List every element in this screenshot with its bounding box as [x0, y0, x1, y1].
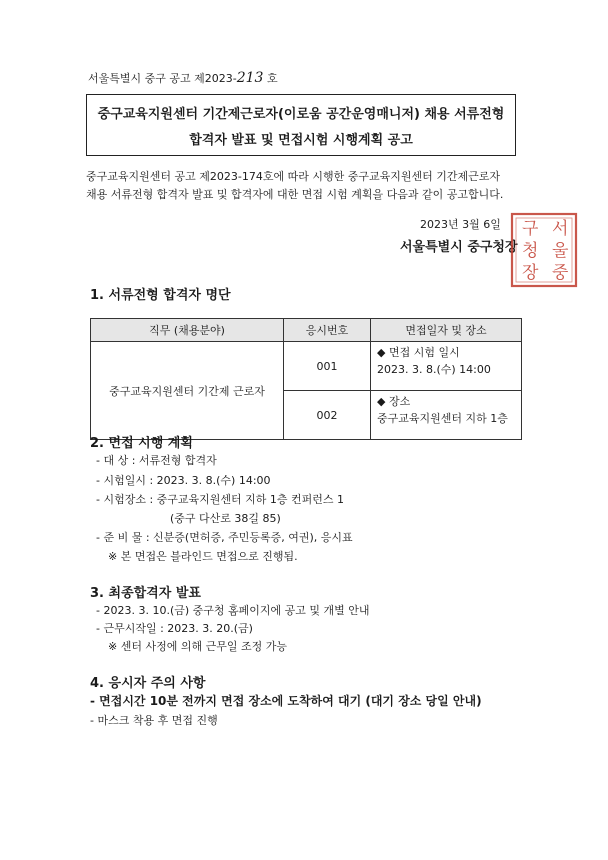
- interview-place: - 시험장소 : 중구교육지원센터 지하 1층 컨퍼런스 1: [96, 493, 345, 506]
- section-3-heading: 3. 최종합격자 발표: [90, 586, 201, 601]
- title-line-2: 합격자 발표 및 면접시험 시행계획 공고: [189, 133, 413, 148]
- schedule-title: ◆ 면접 시험 일시: [377, 346, 460, 359]
- caution-mask: - 마스크 착용 후 면접 진행: [90, 714, 218, 727]
- notice-number: [88, 70, 278, 86]
- schedule-cell: [371, 342, 522, 391]
- interview-note: ※ 본 면접은 블라인드 면접으로 진행됨.: [108, 550, 298, 563]
- caution-arrival: - 면접시간 10분 전까지 면접 장소에 도착하여 대기 (대기 장소 당일 안내): [90, 694, 482, 708]
- issuing-organization: 서울특별시 중구청장: [400, 240, 518, 255]
- final-announcement: - 2023. 3. 10.(금) 중구청 홈페이지에 공고 및 개별 안내: [96, 604, 370, 617]
- schedule-value: 2023. 3. 8.(수) 14:00: [377, 363, 491, 376]
- interview-address: (중구 다산로 38길 85): [170, 512, 281, 525]
- job-cell: 중구교육지원센터 기간제 근로자: [91, 342, 284, 440]
- seal-character: 중: [552, 263, 569, 283]
- place-cell: [371, 391, 522, 440]
- interview-items: - 준 비 물 : 신분증(면허증, 주민등록증, 여권), 응시표: [96, 531, 353, 544]
- notice-number-prefix: 서울특별시 중구 공고 제2023-: [88, 72, 237, 85]
- table-header-row: [91, 319, 522, 342]
- seal-character: 구: [522, 219, 539, 239]
- work-start-date: - 근무시작일 : 2023. 3. 20.(금): [96, 622, 253, 635]
- seal-character: 서: [552, 219, 569, 239]
- notice-number-handwritten: 213: [236, 70, 264, 86]
- work-start-note: ※ 센터 사정에 의해 근무일 조정 가능: [108, 640, 287, 653]
- section-2-heading: 2. 면접 시행 계획: [90, 436, 193, 451]
- seal-character: 울: [552, 241, 569, 261]
- title-line-1: 중구교육지원센터 기간제근로자(이로움 공간운영매니저) 채용 서류전형: [97, 107, 505, 122]
- title-box: [86, 94, 516, 156]
- table-row: [91, 342, 522, 391]
- interview-target: - 대 상 : 서류전형 합격자: [96, 454, 217, 467]
- intro-line-1: 중구교육지원센터 공고 제2023-174호에 따라 시행한 중구교육지원센터 기간제근로자: [86, 170, 500, 183]
- seal-character: 청: [522, 241, 539, 261]
- official-seal-stamp: [508, 210, 582, 292]
- applicant-number-cell: 001: [284, 342, 371, 391]
- place-value: 중구교육지원센터 지하 1층: [377, 412, 508, 425]
- column-header-job: 직무 (채용분야): [91, 319, 284, 342]
- place-title: ◆ 장소: [377, 395, 411, 408]
- issue-date: 2023년 3월 6일: [420, 218, 501, 231]
- passer-list-table: [90, 318, 522, 440]
- column-header-schedule: 면접일자 및 장소: [371, 319, 522, 342]
- seal-character: 장: [522, 263, 539, 283]
- notice-number-suffix: 호: [266, 72, 278, 85]
- section-1-heading: 1. 서류전형 합격자 명단: [90, 288, 231, 303]
- applicant-number-cell: 002: [284, 391, 371, 440]
- column-header-number: 응시번호: [284, 319, 371, 342]
- intro-line-2: 채용 서류전형 합격자 발표 및 합격자에 대한 면접 시험 계획을 다음과 같이 공고합니다.: [86, 188, 504, 201]
- interview-datetime: - 시험일시 : 2023. 3. 8.(수) 14:00: [96, 474, 271, 487]
- section-4-heading: 4. 응시자 주의 사항: [90, 676, 206, 691]
